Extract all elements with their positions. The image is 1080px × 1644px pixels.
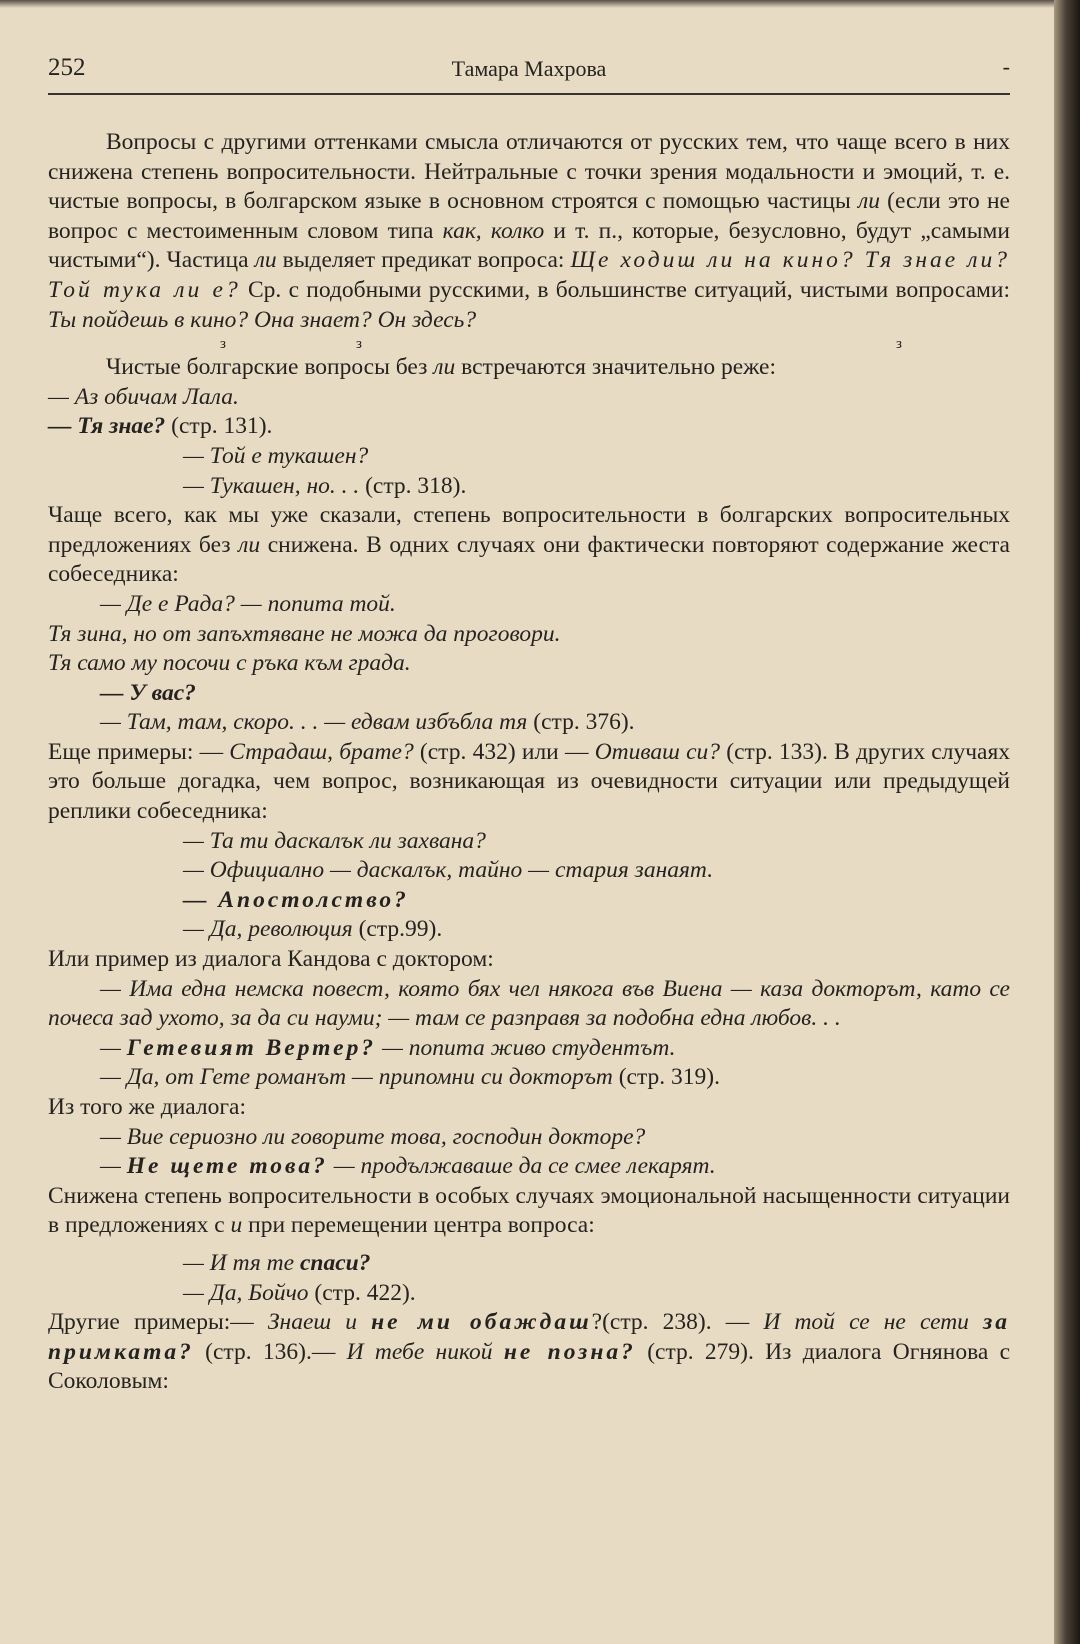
dialogue-line: — Да, от Гете романът — припомни си докторът (стр. 319).: [100, 1064, 720, 1091]
paragraph: Чаще всего, как мы уже сказали, степень вопросительности в болгарских вопросительных предложениях без ли снижена. В одних случаях они фактически повторяют содержание жеста собеседника:: [48, 502, 1010, 588]
page-header: [48, 54, 1010, 90]
stress-marks: [48, 335, 1010, 353]
page-number: 252: [48, 54, 86, 81]
page-top-shadow: [0, 0, 1080, 8]
dialogue-line: — У вас?: [100, 679, 196, 706]
dialogue-line: — Вие сериозно ли говорите това, господин докторе?: [100, 1123, 646, 1150]
paragraph: Снижена степень вопросительности в особых случаях эмоциональной насыщенности ситуации в предложениях с и при перемещении центра вопроса:: [48, 1182, 1010, 1239]
paragraph: Из того же диалога:: [48, 1094, 246, 1120]
dialogue-line: — Да, революция (стр.99).: [183, 916, 443, 943]
paragraph: Еще примеры: — Страдаш, брате? (стр. 432) или — Отиваш си? (стр. 133). В других случаях это больше догадка, чем вопрос, возникающая из очевидности ситуации или предыдущей реплики собеседника:: [48, 738, 1011, 825]
main-text: [48, 128, 1010, 1397]
dialogue-line: — Той е тукашен?: [183, 442, 369, 469]
dialogue-line: — Та ти даскалък ли захвана?: [183, 827, 486, 854]
running-title: Тамара Махрова: [451, 56, 607, 81]
dialogue-line: — И тя те спаси?: [183, 1249, 371, 1276]
dialogue-line: — Има една немска повест, която бях чел някога във Виена — каза докторът, като се почеса зад ухото, за да си науми; — там се разправя за подобна една любов. . .: [48, 975, 1010, 1032]
paragraph: Другие примеры:— Знаеш и не ми обаждаш?(стр. 238). — И той се не сети за примката? (стр. 136).— И тебе никой не позна? (стр. 279). Из диалога Огнянова с Соколовым:: [48, 1309, 1011, 1395]
dialogue-line: Тя зина, но от запъхтяване не можа да проговори.: [48, 620, 561, 647]
dialogue-line: — Тукашен, но. . . (стр. 318).: [183, 472, 467, 499]
paragraph: Или пример из диалога Кандова с доктором:: [48, 946, 494, 973]
paragraph: Вопросы с другими оттенками смысла отличаются от русских тем, что чаще всего в них снижена степень вопросительности. Нейтральные с точки зрения модальности и эмоций, т. е. чистые вопросы, в болгарском языке в основном строятся с помощью частицы ли (если это не вопрос с местоименным словом типа как, колко и т. п., которые, безусловно, будут „самыми чистыми“). Частица ли выделяет предикат вопроса: Ще ходиш ли на кино? Тя знае ли? Той тука ли е? Ср. с подобными русскими, в большинстве ситуаций, чистыми вопросами: Ты пойдешь в кино? Она знает? Он здесь?: [48, 129, 1011, 333]
dialogue-line: — Апостолство?: [183, 886, 409, 913]
book-spine-shadow: [1054, 0, 1080, 1644]
header-mark: -: [1002, 54, 1010, 79]
dialogue-line: — Де е Рада? — попита той.: [100, 590, 396, 617]
paragraph: Чистые болгарские вопросы без ли встречаются значительно реже:: [106, 354, 777, 381]
stress-mark: з: [356, 336, 362, 353]
dialogue-line: — Аз обичам Лала.: [48, 383, 239, 410]
stress-mark: з: [220, 336, 226, 353]
dialogue-line: — Тя знае? (стр. 131).: [48, 413, 273, 440]
dialogue-line: — Там, там, скоро. . . — едвам избъбла тя (стр. 376).: [100, 709, 635, 736]
header-rule: [48, 93, 1010, 95]
stress-mark: з: [896, 336, 902, 353]
dialogue-line: — Да, Бойчо (стр. 422).: [183, 1279, 416, 1306]
dialogue-line: — Гетевият Вертер? — попита живо студентът.: [100, 1034, 676, 1061]
dialogue-line: — Официално — даскалък, тайно — стария занаят.: [183, 857, 714, 884]
dialogue-line: — Не щете това? — продължаваше да се смее лекарят.: [100, 1153, 716, 1180]
dialogue-line: Тя само му посочи с ръка към града.: [48, 650, 411, 677]
